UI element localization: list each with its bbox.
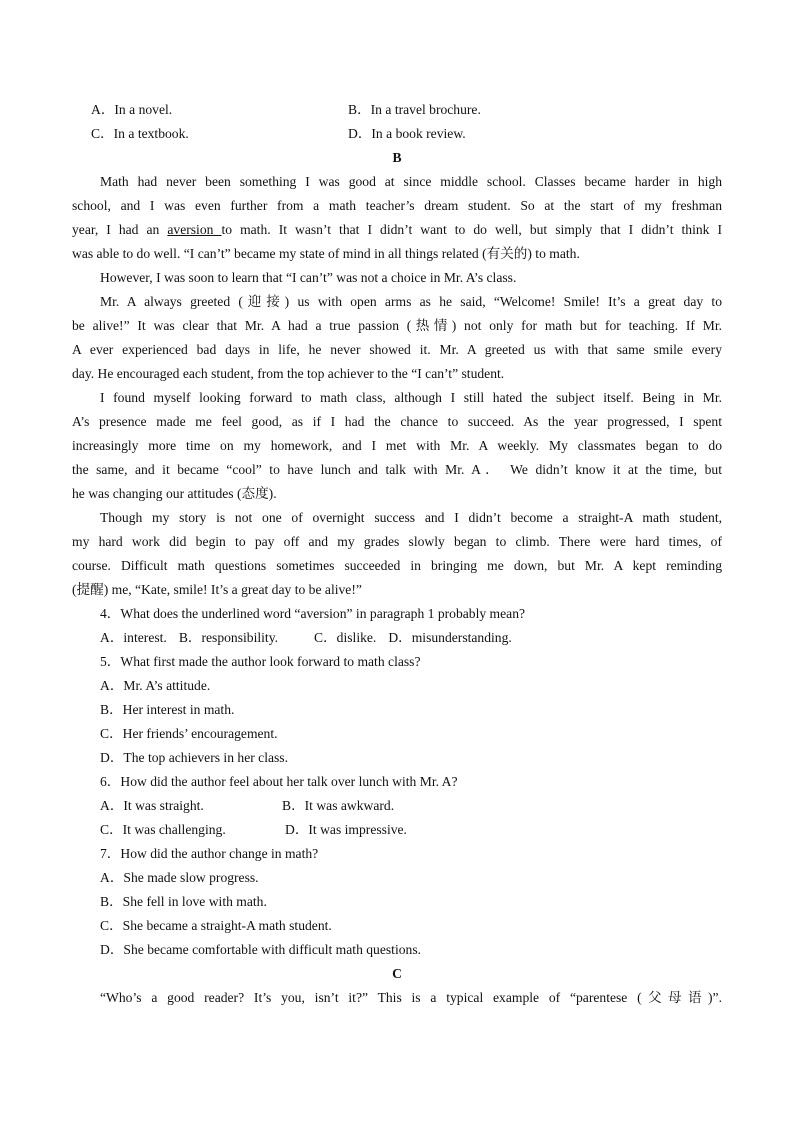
passage-line: my hard work did begin to pay off and my grades slowly began to climb. There were hard times, of [72, 534, 722, 549]
q7-option-d: D．She became comfortable with difficult math questions. [100, 942, 422, 957]
q3-options-row-2 [72, 122, 722, 146]
q7-option-c: C．She became a straight-A math student. [100, 918, 332, 933]
q4-option-b: B．responsibility. [178, 630, 279, 645]
question-6-options-row-1 [72, 794, 722, 818]
q4-option-c: C．dislike. [314, 630, 377, 645]
q3-options-row-1 [72, 98, 722, 122]
passage-text: year, I had an [72, 222, 168, 237]
q7-option-a: A．She made slow progress. [100, 870, 259, 885]
passage-line: course. Difficult math questions sometimes succeeded in bringing me down, but Mr. A kept reminding [72, 558, 722, 573]
passage-b-paragraph-2: However, I was soon to learn that “I can’t” was not a choice in Mr. A’s class. [100, 270, 517, 285]
q6-option-b: B．It was awkward. [282, 798, 395, 813]
question-6-options-row-2 [72, 818, 722, 842]
passage-line: (提醒) me, “Kate, smile! It’s a great day to be alive!” [72, 582, 362, 597]
passage-line: Mr. A always greeted (迎接) us with open arms as he said, “Welcome! Smile! It’s a great day to [100, 294, 722, 309]
passage-c-line: “Who’s a good reader? It’s you, isn’t it?” This is a typical example of “parentese (父母语)”. [100, 990, 722, 1005]
question-7-stem: 7．How did the author change in math? [100, 846, 319, 861]
q3-option-c: C．In a textbook. [91, 126, 189, 141]
passage-line: increasingly more time on my homework, and I met with Mr. A weekly. My classmates began to do [72, 438, 722, 453]
q5-option-c: C．Her friends’ encouragement. [100, 726, 278, 741]
question-6-stem: 6．How did the author feel about her talk over lunch with Mr. A? [100, 774, 458, 789]
passage-b-paragraph-5 [72, 506, 722, 602]
passage-line: the same, and it became “cool” to have lunch and talk with Mr. A． We didn’t know it at the time, but [72, 462, 722, 477]
question-5-stem: 5．What first made the author look forward to math class? [100, 654, 421, 669]
passage-text: to math. It wasn’t that I didn’t want to do well, but simply that I didn’t think I [221, 222, 722, 237]
q5-option-d: D．The top achievers in her class. [100, 750, 288, 765]
passage-line: day. He encouraged each student, from the top achiever to the “I can’t” student. [72, 366, 505, 381]
question-4-options [72, 626, 722, 650]
q5-option-a: A．Mr. A’s attitude. [100, 678, 211, 693]
passage-line: Math had never been something I was good at since middle school. Classes became harder in high [100, 174, 722, 189]
q6-option-c: C．It was challenging. [100, 822, 226, 837]
passage-line: school, and I was even further from a math teacher’s dream student. So at the start of my freshman [72, 198, 722, 213]
q6-option-a: A．It was straight. [100, 798, 204, 813]
passage-b-paragraph-1 [72, 170, 722, 266]
passage-line: A’s presence made me feel good, as if I had the chance to succeed. As the year progressed, I spent [72, 414, 722, 429]
question-4-stem: 4．What does the underlined word “aversion” in paragraph 1 probably mean? [100, 606, 526, 621]
passage-line: be alive!” It was clear that Mr. A had a true passion (热情) not only for math but for teaching. If Mr. [72, 318, 722, 333]
underlined-word-aversion: aversion [167, 222, 222, 237]
passage-line: he was changing our attitudes (态度). [72, 486, 277, 501]
q3-option-d: D．In a book review. [348, 126, 466, 141]
passage-line: was able to do well. “I can’t” became my state of mind in all things related (有关的) to math. [72, 246, 580, 261]
section-c-heading: C [392, 966, 402, 981]
q3-option-a: A．In a novel. [91, 102, 173, 117]
section-b-heading: B [392, 150, 402, 165]
q4-option-d: D．misunderstanding. [388, 630, 512, 645]
passage-b-paragraph-3 [72, 290, 722, 386]
passage-line: I found myself looking forward to math class, although I still hated the subject itself. Being in Mr. [100, 390, 722, 405]
q6-option-d: D．It was impressive. [285, 822, 407, 837]
passage-line [72, 218, 722, 242]
q4-option-a: A．interest. [100, 630, 167, 645]
q7-option-b: B．She fell in love with math. [100, 894, 267, 909]
passage-line: A ever experienced bad days in life, he never showed it. Mr. A greeted us with that same smile every [72, 342, 722, 357]
q3-option-b: B．In a travel brochure. [348, 102, 481, 117]
passage-b-paragraph-4 [72, 386, 722, 506]
passage-line: Though my story is not one of overnight success and I didn’t become a straight-A math student, [100, 510, 722, 525]
q5-option-b: B．Her interest in math. [100, 702, 235, 717]
exam-page [72, 98, 722, 1010]
